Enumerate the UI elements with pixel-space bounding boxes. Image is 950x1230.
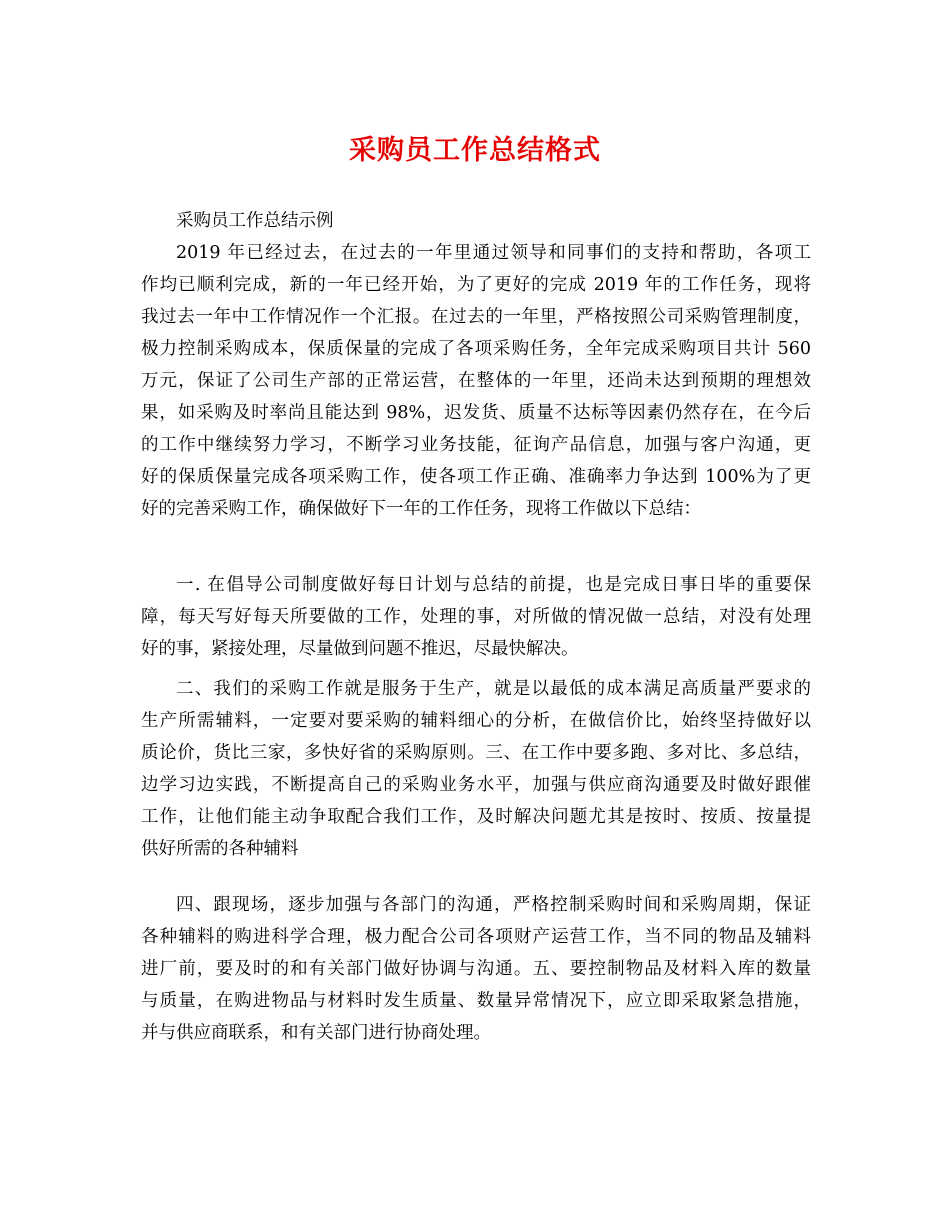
text-line: 各种辅料的购进科学合理，极力配合公司各项财产运营工作，当不同的物品及辅料 [141, 927, 811, 947]
paragraph-4 [141, 889, 811, 1049]
subheading: 采购员工作总结示例 [176, 211, 334, 231]
text-line: 四、跟现场，逐步加强与各部门的沟通，严格控制采购时间和采购周期，保证 [176, 895, 811, 915]
text-line: 我过去一年中工作情况作一个汇报。在过去的一年里，严格按照公司采购管理制度， [141, 307, 811, 327]
paragraph-2 [141, 569, 811, 665]
text-line: 2019 年已经过去，在过去的一年里通过领导和同事们的支持和帮助，各项工 [176, 243, 811, 263]
paragraph-3 [141, 673, 811, 865]
text-line: 生产所需辅料，一定要对要采购的辅料细心的分析，在做信价比，始终坚持做好以 [141, 711, 811, 731]
text-line: 与质量，在购进物品与材料时发生质量、数量异常情况下，应立即采取紧急措施， [141, 991, 811, 1011]
text-line: 二、我们的采购工作就是服务于生产，就是以最低的成本满足高质量严要求的 [176, 679, 811, 699]
text-line: 供好所需的各种辅料 [141, 839, 299, 859]
text-line: 质论价，货比三家，多快好省的采购原则。三、在工作中要多跑、多对比、多总结， [141, 743, 811, 763]
text-line: 并与供应商联系，和有关部门进行协商处理。 [141, 1023, 491, 1043]
text-line: 果，如采购及时率尚且能达到 98%，迟发货、质量不达标等因素仍然存在，在今后 [141, 403, 811, 423]
text-line: 万元，保证了公司生产部的正常运营，在整体的一年里，还尚未达到预期的理想效 [141, 371, 811, 391]
text-line: 极力控制采购成本，保质保量的完成了各项采购任务，全年完成采购项目共计 560 [141, 339, 811, 359]
subheading-block [141, 205, 811, 237]
text-line: 工作，让他们能主动争取配合我们工作，及时解决问题尤其是按时、按质、按量提 [141, 807, 811, 827]
text-line: 一. 在倡导公司制度做好每日计划与总结的前提，也是完成日事日毕的重要保 [176, 575, 811, 595]
document-title: 采购员工作总结格式 [349, 135, 601, 166]
text-line: 好的保质保量完成各项采购工作，使各项工作正确、准确率力争达到 100%为了更 [141, 467, 811, 487]
text-line: 好的事，紧接处理，尽量做到问题不推迟，尽最快解决。 [141, 639, 579, 659]
text-line: 进厂前，要及时的和有关部门做好协调与沟通。五、要控制物品及材料入库的数量 [141, 959, 811, 979]
text-line: 边学习边实践，不断提高自己的采购业务水平，加强与供应商沟通要及时做好跟催 [141, 775, 811, 795]
text-line: 作均已顺利完成，新的一年已经开始，为了更好的完成 2019 年的工作任务，现将 [141, 275, 811, 295]
paragraph-1 [141, 237, 811, 525]
text-line: 的工作中继续努力学习，不断学习业务技能，征询产品信息，加强与客户沟通，更 [141, 435, 811, 455]
text-line: 好的完善采购工作，确保做好下一年的工作任务，现将工作做以下总结： [141, 499, 701, 519]
text-line: 障，每天写好每天所要做的工作，处理的事，对所做的情况做一总结，对没有处理 [141, 607, 811, 627]
